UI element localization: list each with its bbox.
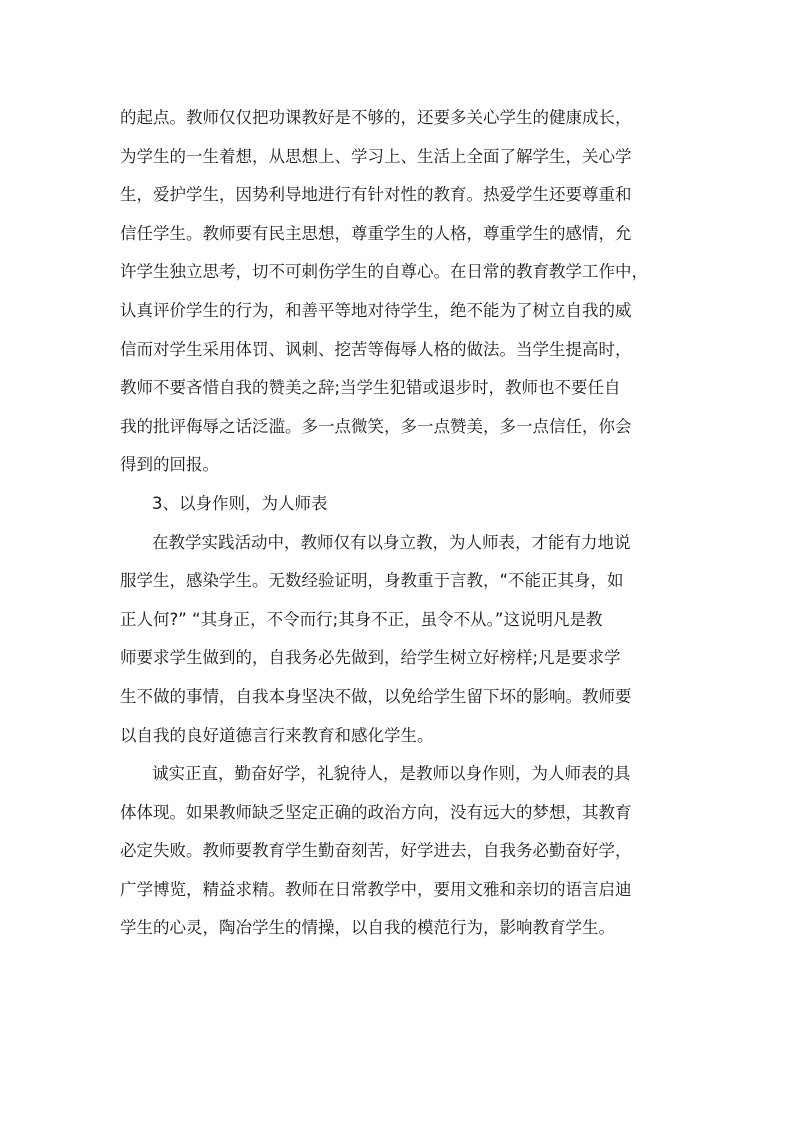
- text-line: 得到的回报。: [120, 455, 219, 475]
- text-line: 在教学实践活动中，教师仅有以身立教，为人师表，才能有力地说: [152, 532, 631, 552]
- section-heading-3: 3、以身作则，为人师表: [152, 493, 328, 513]
- text-line: 必定失败。教师要教育学生勤奋刻苦，好学进去，自我务必勤奋好学，: [120, 841, 632, 861]
- text-line: 体体现。如果教师缺乏坚定正确的政治方向，没有远大的梦想，其教育: [120, 802, 632, 822]
- text-line: 服学生，感染学生。无数经验证明，身教重于言教，“不能正其身，如: [120, 571, 624, 591]
- text-line: 我的批评侮辱之话泛滥。多一点微笑，多一点赞美，多一点信任，你会: [120, 416, 632, 436]
- text-line: 以自我的良好道德言行来教育和感化学生。: [120, 725, 434, 745]
- text-line: 学生的心灵，陶冶学生的情操，以自我的模范行为，影响教育学生。: [120, 918, 615, 938]
- text-line: 认真评价学生的行为，和善平等地对待学生，绝不能为了树立自我的威: [120, 300, 632, 320]
- text-line: 生，爱护学生，因势利导地进行有针对性的教育。热爱学生还要尊重和: [120, 185, 632, 205]
- text-line: 诚实正直，勤奋好学，礼貌待人，是教师以身作则，为人师表的具: [152, 764, 631, 784]
- text-line: 生不做的事情，自我本身坚决不做，以免给学生留下坏的影响。教师要: [120, 686, 632, 706]
- text-line: 为学生的一生着想，从思想上、学习上、生活上全面了解学生，关心学: [120, 146, 632, 166]
- paragraph-2: [120, 527, 680, 759]
- document-body: [120, 102, 680, 951]
- text-line: 信任学生。教师要有民主思想，尊重学生的人格，尊重学生的感情，允: [120, 223, 632, 243]
- text-line: 教师不要吝惜自我的赞美之辞;当学生犯错或退步时，教师也不要任自: [120, 378, 621, 398]
- paragraph-3: [120, 758, 680, 951]
- text-line: 师要求学生做到的，自我务必先做到，给学生树立好榜样;凡是要求学: [120, 648, 621, 668]
- text-line: 信而对学生采用体罚、讽刺、挖苦等侮辱人格的做法。当学生提高时，: [120, 339, 632, 359]
- text-line: 广学博览，精益求精。教师在日常教学中，要用文雅和亲切的语言启迪: [120, 879, 632, 899]
- text-line: 正人何?” “其身正，不令而行;其身不正，虽令不从。”这说明凡是教: [120, 609, 603, 629]
- paragraph-1: [120, 102, 680, 488]
- text-line: 的起点。教师仅仅把功课教好是不够的，还要多关心学生的健康成长，: [120, 108, 632, 127]
- text-line: 许学生独立思考，切不可刺伤学生的自尊心。在日常的教育教学工作中，: [120, 262, 648, 282]
